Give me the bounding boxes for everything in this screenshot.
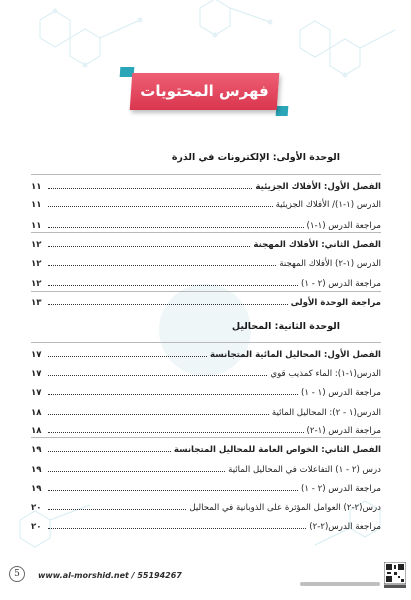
toc-row[interactable] bbox=[31, 217, 381, 231]
footer-url[interactable]: www.al-morshid.net / 55194267 bbox=[38, 571, 182, 580]
divider bbox=[31, 342, 381, 343]
page-number: 5 bbox=[9, 566, 25, 582]
divider bbox=[31, 174, 381, 175]
toc-row[interactable] bbox=[31, 441, 381, 455]
toc-row[interactable] bbox=[31, 461, 381, 475]
leader-dots bbox=[48, 508, 186, 510]
toc-row[interactable] bbox=[31, 365, 381, 379]
toc-row-page: ١٢ bbox=[31, 279, 42, 289]
toc-row-label: مراجعة الدرس (١-٢) bbox=[306, 426, 381, 436]
toc-row-page: ١٧ bbox=[31, 369, 42, 379]
toc-row-page: ١٩ bbox=[31, 465, 42, 475]
toc-row-label: مراجعة الدرس (١-١) bbox=[306, 221, 381, 231]
toc-row[interactable] bbox=[31, 196, 381, 210]
qr-code-icon bbox=[384, 562, 406, 588]
toc-row-page: ١٨ bbox=[31, 408, 42, 418]
leader-dots bbox=[48, 205, 273, 207]
toc-row[interactable] bbox=[31, 294, 381, 308]
toc-row-label: الفصل الثاني: الأفلاك المهجنة bbox=[253, 240, 381, 250]
divider bbox=[31, 437, 381, 438]
toc-row[interactable] bbox=[31, 422, 381, 436]
leader-dots bbox=[48, 527, 306, 529]
leader-dots bbox=[48, 264, 276, 266]
leader-dots bbox=[48, 413, 269, 415]
publisher-logo-mark bbox=[300, 580, 380, 588]
toc-row[interactable] bbox=[31, 255, 381, 269]
leader-dots bbox=[48, 489, 298, 491]
toc-row-page: ١٢ bbox=[31, 240, 42, 250]
toc-row-label: درس (٢ - ١) التفاعلات في المحاليل المائية bbox=[228, 465, 381, 475]
leader-dots bbox=[48, 303, 288, 305]
toc-row-label: الفصل الأول: الأفلاك الجزيئية bbox=[255, 182, 381, 192]
leader-dots bbox=[48, 393, 298, 395]
toc-row-label: الفصل الأول: المحاليل المائية المتجانسة bbox=[210, 350, 381, 360]
unit-1-title: الوحدة الأولى: الإلكترونات في الذرة bbox=[171, 152, 340, 163]
unit-2-title: الوحدة الثانية: المحاليل bbox=[231, 321, 340, 332]
leader-dots bbox=[48, 284, 298, 286]
leader-dots bbox=[48, 355, 207, 357]
divider bbox=[31, 232, 381, 233]
toc-row[interactable] bbox=[31, 404, 381, 418]
toc-row-page: ٢٠ bbox=[31, 503, 42, 513]
toc-row[interactable] bbox=[31, 480, 381, 494]
toc-row-label: الدرس(١ - ٢): المحاليل المائية bbox=[271, 408, 381, 418]
toc-row-page: ٢٠ bbox=[31, 522, 42, 532]
toc-row[interactable] bbox=[31, 499, 381, 513]
toc-row-label: الدرس (١-٢) الأفلاك المهجنة bbox=[279, 259, 381, 269]
toc-row-page: ١٢ bbox=[31, 259, 42, 269]
toc-row-label: مراجعة الدرس (٢ - ١) bbox=[301, 484, 381, 494]
toc-row-label: مراجعة الدرس(٢-٢) bbox=[309, 522, 381, 532]
toc-row[interactable] bbox=[31, 275, 381, 289]
toc-row-label: درس(٢-٢) العوامل المؤثرة على الذوبانية في المحاليل bbox=[189, 503, 381, 513]
toc-row-page: ١٩ bbox=[31, 484, 42, 494]
divider bbox=[31, 291, 381, 292]
toc-row-page: ١٩ bbox=[31, 445, 42, 455]
toc-row-page: ١١ bbox=[31, 221, 42, 231]
toc-row-label: مراجعة الوحدة الأولى bbox=[290, 298, 381, 308]
toc-row-page: ١١ bbox=[31, 182, 42, 192]
toc-row[interactable] bbox=[31, 236, 381, 250]
leader-dots bbox=[48, 470, 225, 472]
leader-dots bbox=[48, 187, 252, 189]
toc-row-page: ١٧ bbox=[31, 388, 42, 398]
leader-dots bbox=[48, 374, 267, 376]
leader-dots bbox=[48, 226, 304, 228]
toc-row-page: ١٣ bbox=[31, 298, 42, 308]
toc-row-label: مراجعة الدرس (٢ - ١) bbox=[301, 279, 381, 289]
toc-row[interactable] bbox=[31, 178, 381, 192]
leader-dots bbox=[48, 245, 250, 247]
toc-row[interactable] bbox=[31, 346, 381, 360]
toc-row-label: الدرس(١-١): الماء كمذيب قوي bbox=[270, 369, 381, 379]
toc-row[interactable] bbox=[31, 518, 381, 532]
toc-row-label: مراجعة الدرس (١ - ١) bbox=[301, 388, 381, 398]
page-title: فهرس المحتويات bbox=[140, 82, 269, 100]
toc-row-page: ١٧ bbox=[31, 350, 42, 360]
leader-dots bbox=[48, 431, 304, 433]
toc-row-label: الدرس (١-١)/ الأفلاك الجزيئية bbox=[275, 200, 381, 210]
toc-row[interactable] bbox=[31, 384, 381, 398]
toc-row-page: ١٨ bbox=[31, 426, 42, 436]
toc-row-label: الفصل الثاني: الخواص العامة للمحاليل المتجانسة bbox=[173, 445, 381, 455]
leader-dots bbox=[48, 450, 171, 452]
toc-row-page: ١١ bbox=[31, 200, 42, 210]
